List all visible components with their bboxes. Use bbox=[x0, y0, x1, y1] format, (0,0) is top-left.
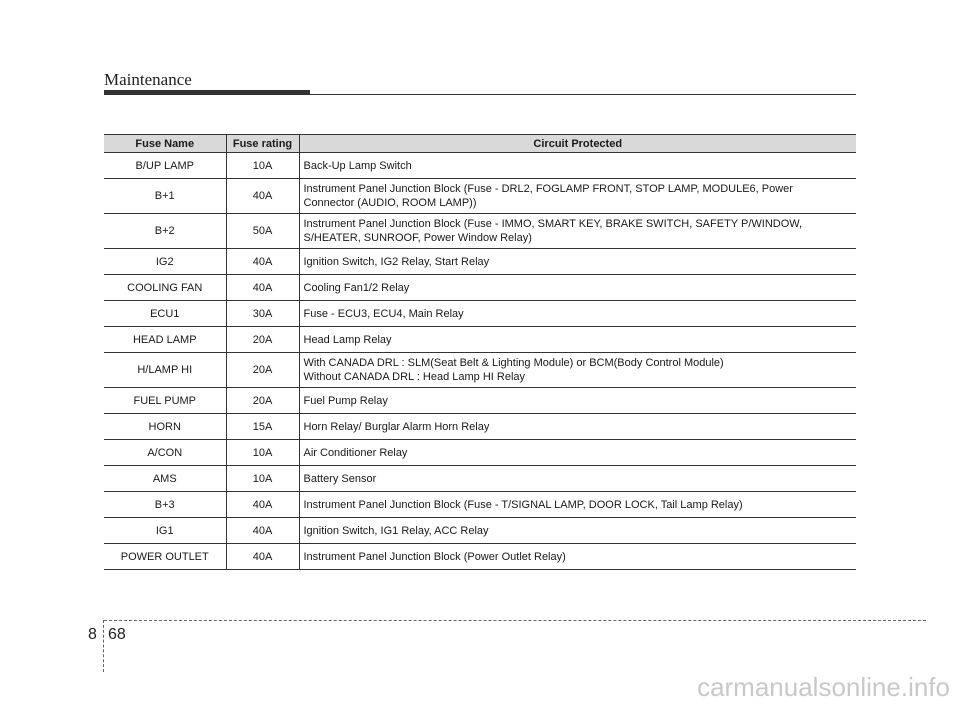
fuse-rating-cell: 40A bbox=[226, 249, 299, 275]
fuse-name-cell: A/CON bbox=[104, 440, 226, 466]
circuit-line: Cooling Fan1/2 Relay bbox=[303, 281, 410, 294]
table-row bbox=[104, 414, 856, 440]
table-row bbox=[104, 275, 856, 301]
circuit-line: Ignition Switch, IG1 Relay, ACC Relay bbox=[303, 524, 489, 537]
page-title: Maintenance bbox=[104, 70, 192, 89]
table-row bbox=[104, 440, 856, 466]
circuit-line: Battery Sensor bbox=[303, 472, 377, 485]
table-row bbox=[104, 179, 856, 214]
circuit-line: Instrument Panel Junction Block (Power Outlet Relay) bbox=[303, 550, 566, 563]
page-number: 68 bbox=[108, 626, 126, 643]
circuit-line: Connector (AUDIO, ROOM LAMP)) bbox=[303, 197, 477, 209]
table-row bbox=[104, 492, 856, 518]
fuse-rating-cell: 40A bbox=[226, 518, 299, 544]
table-row bbox=[104, 466, 856, 492]
circuit-protected-cell bbox=[299, 249, 856, 275]
circuit-line: Ignition Switch, IG2 Relay, Start Relay bbox=[303, 255, 490, 268]
fuse-name-cell: H/LAMP HI bbox=[104, 353, 226, 388]
table-row bbox=[104, 327, 856, 353]
table-row bbox=[104, 214, 856, 249]
circuit-protected-cell bbox=[299, 466, 856, 492]
circuit-protected-cell bbox=[299, 544, 856, 570]
fuse-name-cell: B+1 bbox=[104, 179, 226, 214]
fuse-name-cell: ECU1 bbox=[104, 301, 226, 327]
fuse-name-cell: POWER OUTLET bbox=[104, 544, 226, 570]
table-row bbox=[104, 301, 856, 327]
fuse-rating-cell: 15A bbox=[226, 414, 299, 440]
circuit-protected-cell bbox=[299, 327, 856, 353]
column-header-fuse-rating: Fuse rating bbox=[226, 135, 299, 153]
fuse-rating-cell: 40A bbox=[226, 492, 299, 518]
circuit-protected-cell bbox=[299, 275, 856, 301]
fuse-rating-cell: 20A bbox=[226, 353, 299, 388]
circuit-line: With CANADA DRL : SLM(Seat Belt & Lighting Module) or BCM(Body Control Module) bbox=[303, 357, 724, 369]
circuit-protected-cell bbox=[299, 179, 856, 214]
fuse-name-cell: B+3 bbox=[104, 492, 226, 518]
column-header-circuit-protected: Circuit Protected bbox=[299, 135, 856, 153]
fuse-rating-cell: 40A bbox=[226, 179, 299, 214]
circuit-line: Fuel Pump Relay bbox=[303, 394, 388, 407]
fuse-rating-cell: 40A bbox=[226, 544, 299, 570]
table-row bbox=[104, 249, 856, 275]
header-rule bbox=[104, 94, 856, 95]
footer-divider bbox=[103, 620, 104, 672]
circuit-line: S/HEATER, SUNROOF, Power Window Relay) bbox=[303, 232, 532, 244]
circuit-protected-cell bbox=[299, 388, 856, 414]
circuit-protected-cell bbox=[299, 518, 856, 544]
circuit-line: Without CANADA DRL : Head Lamp HI Relay bbox=[303, 371, 526, 383]
fuse-name-cell: HORN bbox=[104, 414, 226, 440]
fuse-name-cell: FUEL PUMP bbox=[104, 388, 226, 414]
fuse-rating-cell: 10A bbox=[226, 440, 299, 466]
circuit-protected-cell bbox=[299, 440, 856, 466]
fuse-rating-cell: 20A bbox=[226, 327, 299, 353]
fuse-rating-cell: 50A bbox=[226, 214, 299, 249]
fuse-name-cell: IG1 bbox=[104, 518, 226, 544]
fuse-name-cell: AMS bbox=[104, 466, 226, 492]
fuse-name-cell: B+2 bbox=[104, 214, 226, 249]
table-row bbox=[104, 153, 856, 179]
table-row bbox=[104, 518, 856, 544]
fuse-rating-cell: 10A bbox=[226, 153, 299, 179]
fuse-rating-cell: 10A bbox=[226, 466, 299, 492]
circuit-protected-cell bbox=[299, 492, 856, 518]
fuse-name-cell: B/UP LAMP bbox=[104, 153, 226, 179]
column-header-fuse-name: Fuse Name bbox=[104, 135, 226, 153]
fuse-table bbox=[104, 134, 856, 570]
fuse-rating-cell: 30A bbox=[226, 301, 299, 327]
circuit-line: Back-Up Lamp Switch bbox=[303, 159, 412, 172]
circuit-line: Instrument Panel Junction Block (Fuse - T/SIGNAL LAMP, DOOR LOCK, Tail Lamp Relay) bbox=[303, 498, 743, 511]
circuit-protected-cell bbox=[299, 301, 856, 327]
table-row bbox=[104, 353, 856, 388]
table-row bbox=[104, 388, 856, 414]
fuse-name-cell: HEAD LAMP bbox=[104, 327, 226, 353]
fuse-name-cell: IG2 bbox=[104, 249, 226, 275]
section-number: 8 bbox=[88, 626, 97, 643]
circuit-protected-cell bbox=[299, 153, 856, 179]
footer-rule bbox=[104, 620, 926, 621]
circuit-line: Horn Relay/ Burglar Alarm Horn Relay bbox=[303, 420, 490, 433]
circuit-protected-cell bbox=[299, 214, 856, 249]
circuit-line: Instrument Panel Junction Block (Fuse - IMMO, SMART KEY, BRAKE SWITCH, SAFETY P/WINDOW, bbox=[303, 218, 803, 230]
circuit-line: Air Conditioner Relay bbox=[303, 446, 408, 459]
table-row bbox=[104, 544, 856, 570]
fuse-rating-cell: 20A bbox=[226, 388, 299, 414]
fuse-name-cell: COOLING FAN bbox=[104, 275, 226, 301]
circuit-line: Instrument Panel Junction Block (Fuse - DRL2, FOGLAMP FRONT, STOP LAMP, MODULE6, Power bbox=[303, 183, 793, 195]
table-body bbox=[104, 153, 856, 570]
watermark: carmanualsonline.info bbox=[697, 672, 950, 702]
table-header-row bbox=[104, 135, 856, 153]
circuit-line: Head Lamp Relay bbox=[303, 333, 392, 346]
circuit-protected-cell bbox=[299, 353, 856, 388]
circuit-protected-cell bbox=[299, 414, 856, 440]
fuse-rating-cell: 40A bbox=[226, 275, 299, 301]
circuit-line: Fuse - ECU3, ECU4, Main Relay bbox=[303, 307, 464, 320]
